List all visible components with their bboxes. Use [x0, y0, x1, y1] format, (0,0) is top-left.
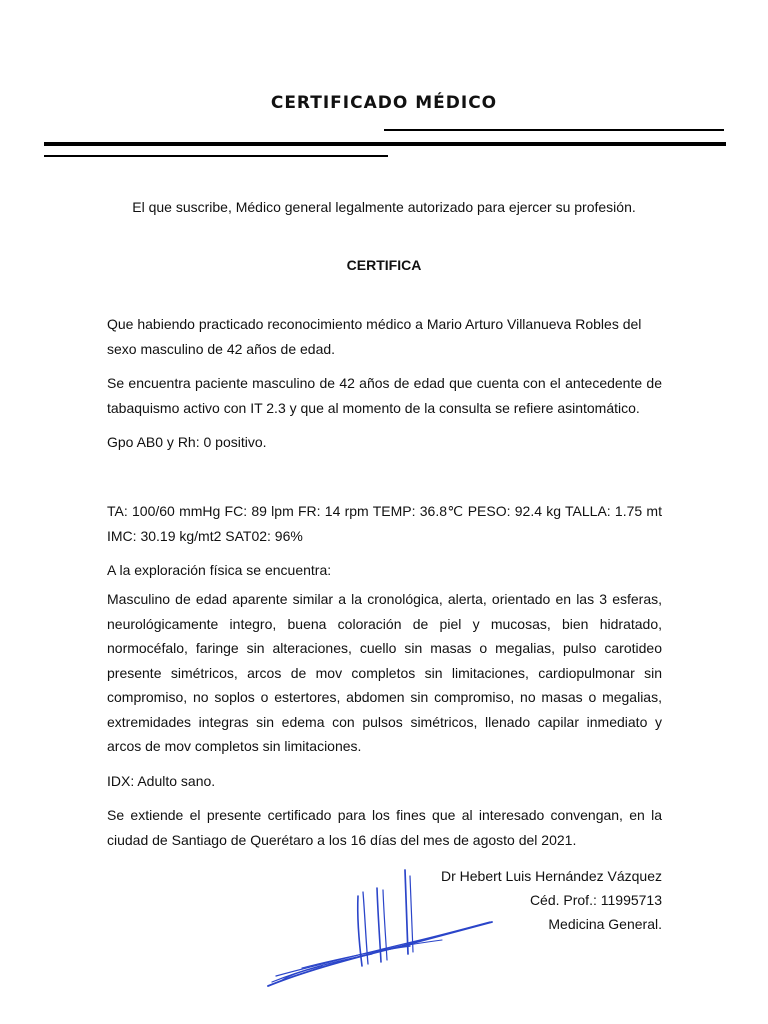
header-rule-thick — [44, 142, 726, 146]
blood-group-paragraph: Gpo AB0 y Rh: 0 positivo. — [107, 434, 267, 450]
intro-statement: El que suscribe, Médico general legalmente autorizado para ejercer su profesión. — [132, 199, 636, 215]
exam-intro-paragraph: A la exploración física se encuentra: — [107, 562, 332, 578]
signatory-name: Dr Hebert Luis Hernández Vázquez — [440, 868, 662, 884]
signatory-block — [380, 864, 662, 936]
signatory-specialty: Medicina General. — [548, 916, 662, 932]
vitals-paragraph: TA: 100/60 mmHg FC: 89 lpm FR: 14 rpm TEMP: 36.8℃ PESO: 92.4 kg TALLA: 1.75 mt IMC: 30.19 kg/mt2 SAT02: 96% — [107, 503, 662, 544]
header-rule-bottom — [44, 155, 388, 157]
header-rule-top — [384, 129, 724, 131]
patient-paragraph: Que habiendo practicado reconocimiento médico a Mario Arturo Villanueva Robles del sexo masculino de 42 años de edad. — [107, 316, 642, 357]
physical-exam-paragraph: Masculino de edad aparente similar a la cronológica, alerta, orientado en las 3 esferas, neurológicamente integro, buena coloración de piel y mucosas, bien hidratado, normocéfalo, faringe sin alteraciones, cuello sin masas o megalias, pulso carotideo presente simétricos, arcos de mov completos sin limitaciones, cardiopulmonar sin compromiso, no soplos o estertores, abdomen sin compromiso, no masas o megalias, extremidades integras sin edema con pulsos simétricos, llenado capilar inmediato y arcos de mov completos sin limitaciones. — [107, 591, 662, 754]
document-title: CERTIFICADO MÉDICO — [270, 93, 498, 113]
closing-paragraph: Se extiende el presente certificado para los fines que al interesado convengan, en la ciudad de Santiago de Querétaro a los 16 días del mes de agosto del 2021. — [107, 807, 662, 848]
diagnosis-paragraph: IDX: Adulto sano. — [107, 773, 216, 789]
history-paragraph: Se encuentra paciente masculino de 42 años de edad que cuenta con el antecedente de tabaquismo activo con IT 2.3 y que al momento de la consulta se refiere asintomático. — [107, 375, 662, 416]
signatory-license: Céd. Prof.: 11995713 — [529, 892, 662, 908]
certifica-heading: CERTIFICA — [346, 257, 422, 273]
